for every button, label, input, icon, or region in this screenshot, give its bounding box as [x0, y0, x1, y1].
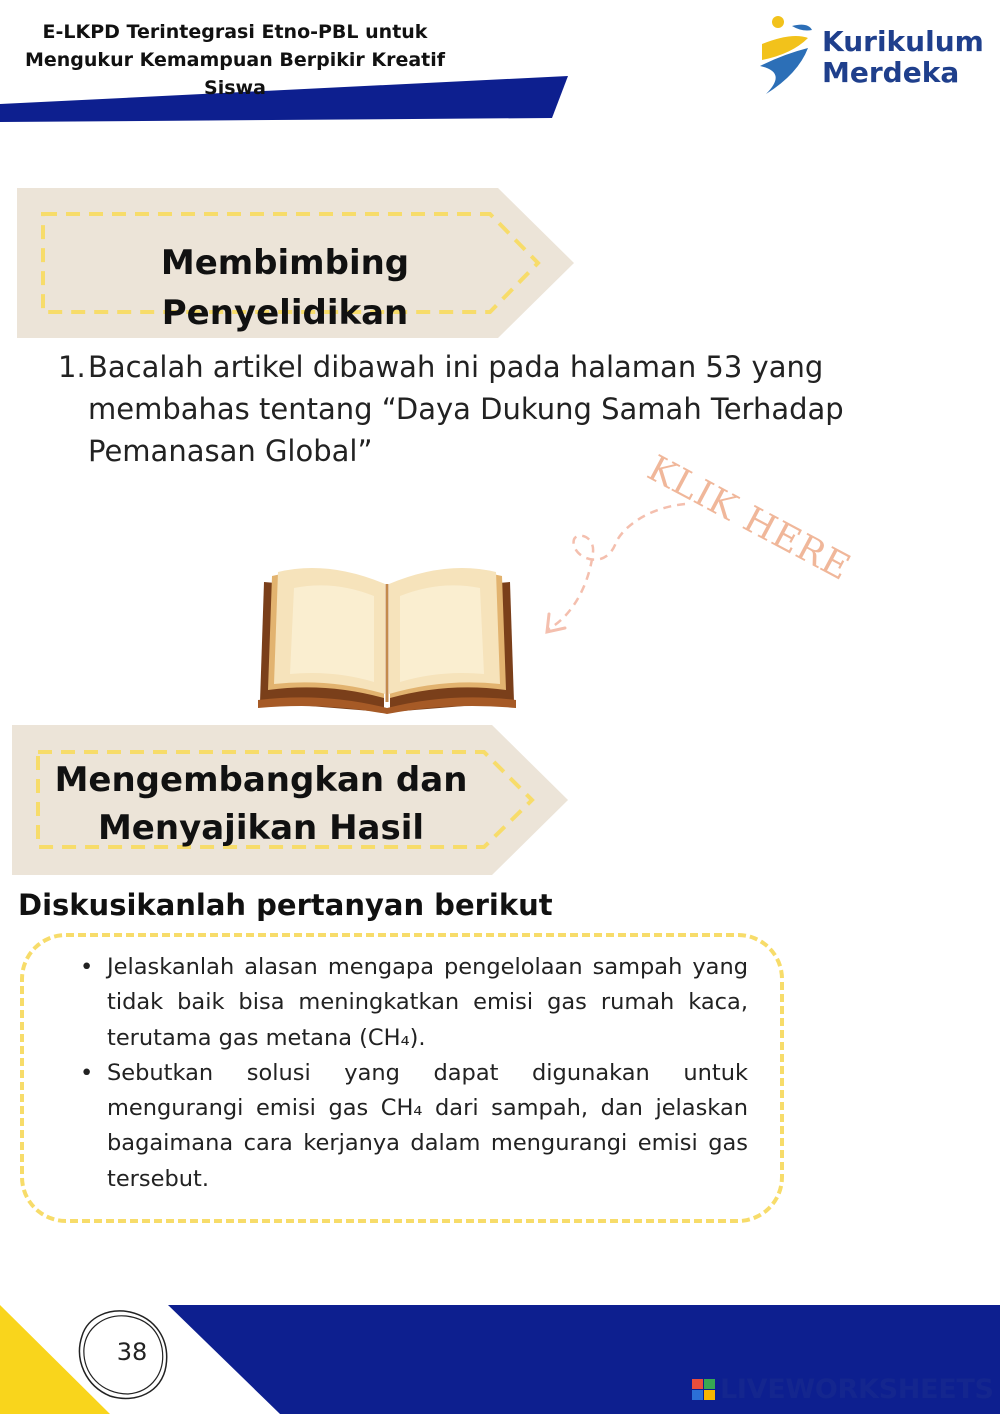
page-number: 38 [116, 1338, 148, 1366]
open-book-icon[interactable] [254, 562, 520, 714]
instruction-line: membahas tentang “Daya Dukung Samah Terhadap [88, 392, 844, 426]
instruction-line: Pemanasan Global” [88, 434, 373, 468]
instruction-item [58, 346, 848, 472]
liveworksheets-watermark: LIVEWORKSHEETS [720, 1374, 994, 1405]
instruction-line: Bacalah artikel dibawah ini pada halaman 53 yang [88, 350, 824, 384]
question-list [80, 950, 748, 1197]
liveworksheets-logo-icon [692, 1379, 716, 1401]
klik-here-label[interactable]: KLIK HERE [640, 448, 858, 590]
discussion-heading: Diskusikanlah pertanyan berikut [18, 888, 553, 922]
question-item: • Sebutkan solusi yang dapat digunakan untuk mengurangi emisi gas CH₄ dari sampah, dan jelaskan bagaimana cara kerjanya dalam mengurangi emisi gas tersebut. [80, 1056, 748, 1197]
instruction-number: 1. [58, 350, 86, 384]
section-title-develop: Mengembangkan dan Menyajikan Hasil [54, 760, 468, 848]
section-title-investigation: Membimbing Penyelidikan [160, 243, 410, 333]
question-item: • Jelaskanlah alasan mengapa pengelolaan sampah yang tidak baik bisa meningkatkan emisi gas rumah kaca, terutama gas metana (CH₄). [80, 950, 748, 1056]
logo-text: Kurikulum Merdeka [822, 25, 984, 89]
document-title: E-LKPD Terintegrasi Etno-PBL untuk Mengukur Kemampuan Berpikir Kreatif Siswa [24, 21, 446, 99]
dashed-arrow-icon [535, 490, 735, 650]
